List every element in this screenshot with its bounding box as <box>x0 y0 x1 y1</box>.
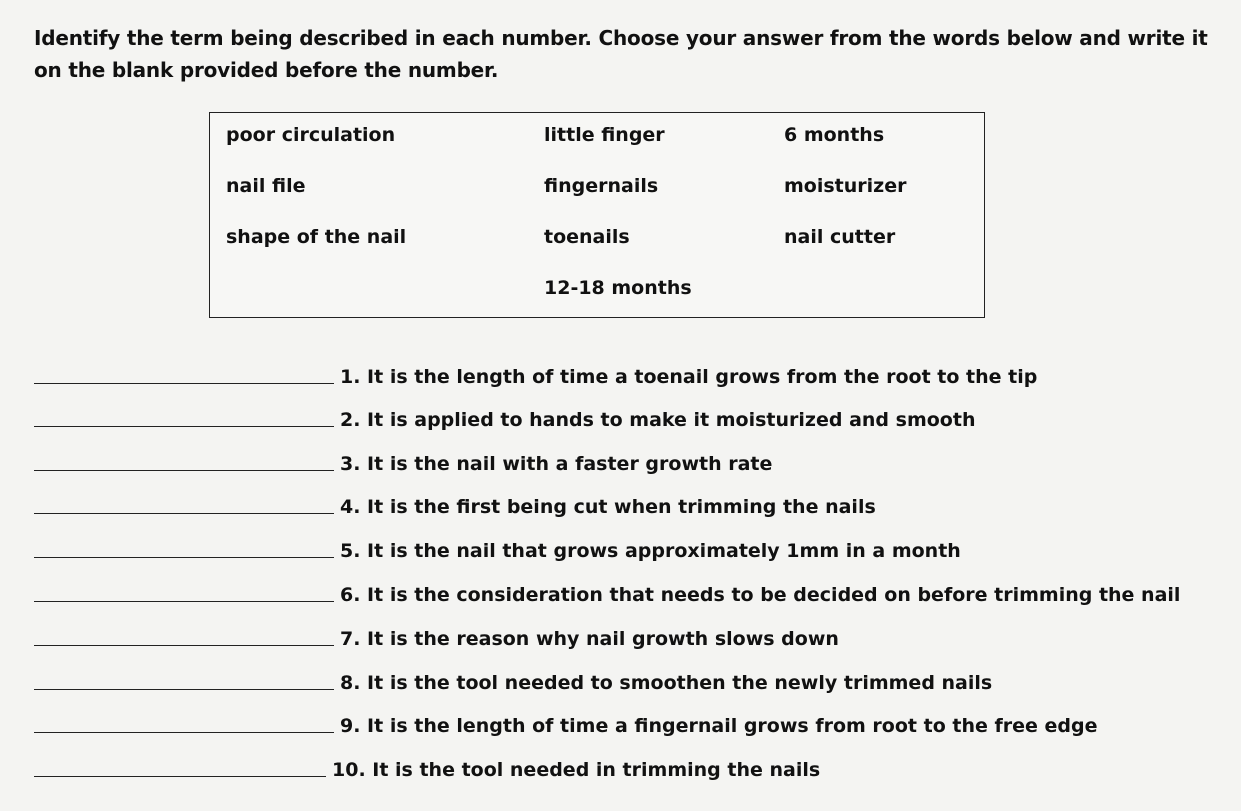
word-bank-item: moisturizer <box>784 175 907 197</box>
word-bank-item: shape of the nail <box>226 226 407 248</box>
question-text: 2. It is applied to hands to make it moisturized and smooth <box>340 409 976 431</box>
word-bank-item: nail file <box>226 175 306 197</box>
answer-blank[interactable] <box>34 689 334 690</box>
question-text: 9. It is the length of time a fingernail grows from root to the free edge <box>340 715 1098 737</box>
question-item <box>34 753 820 783</box>
word-bank-item: toenails <box>544 226 630 248</box>
question-text: 8. It is the tool needed to smoothen the newly trimmed nails <box>340 672 993 694</box>
answer-blank[interactable] <box>34 601 334 602</box>
instructions: Identify the term being described in each number. Choose your answer from the words below and write it on the blank provided before the number. <box>34 26 1208 82</box>
answer-blank[interactable] <box>34 470 334 471</box>
word-bank-item: 12-18 months <box>544 277 692 299</box>
question-text: 10. It is the tool needed in trimming the nails <box>332 759 821 781</box>
answer-blank[interactable] <box>34 513 334 514</box>
answer-blank[interactable] <box>34 383 334 384</box>
question-item <box>34 490 876 520</box>
word-bank-item: poor circulation <box>226 124 396 146</box>
question-text: 5. It is the nail that grows approximately 1mm in a month <box>340 540 961 562</box>
question-text: 7. It is the reason why nail growth slows down <box>340 628 839 650</box>
question-item <box>34 534 961 564</box>
answer-blank[interactable] <box>34 732 334 733</box>
question-item <box>34 666 992 696</box>
question-item <box>34 447 772 477</box>
question-item <box>34 709 1097 739</box>
question-item <box>34 578 1180 608</box>
word-bank-item: 6 months <box>784 124 885 146</box>
answer-blank[interactable] <box>34 557 334 558</box>
question-text: 6. It is the consideration that needs to be decided on before trimming the nail <box>340 584 1181 606</box>
question-text: 4. It is the first being cut when trimming the nails <box>340 496 876 518</box>
question-item <box>34 403 975 433</box>
question-text: 1. It is the length of time a toenail grows from the root to the tip <box>340 366 1038 388</box>
word-bank-item: little finger <box>544 124 665 146</box>
question-item <box>34 360 1037 390</box>
question-item <box>34 622 839 652</box>
word-bank-item: fingernails <box>544 175 659 197</box>
answer-blank[interactable] <box>34 776 326 777</box>
answer-blank[interactable] <box>34 645 334 646</box>
word-bank-item: nail cutter <box>784 226 896 248</box>
answer-blank[interactable] <box>34 426 334 427</box>
question-text: 3. It is the nail with a faster growth rate <box>340 453 773 475</box>
